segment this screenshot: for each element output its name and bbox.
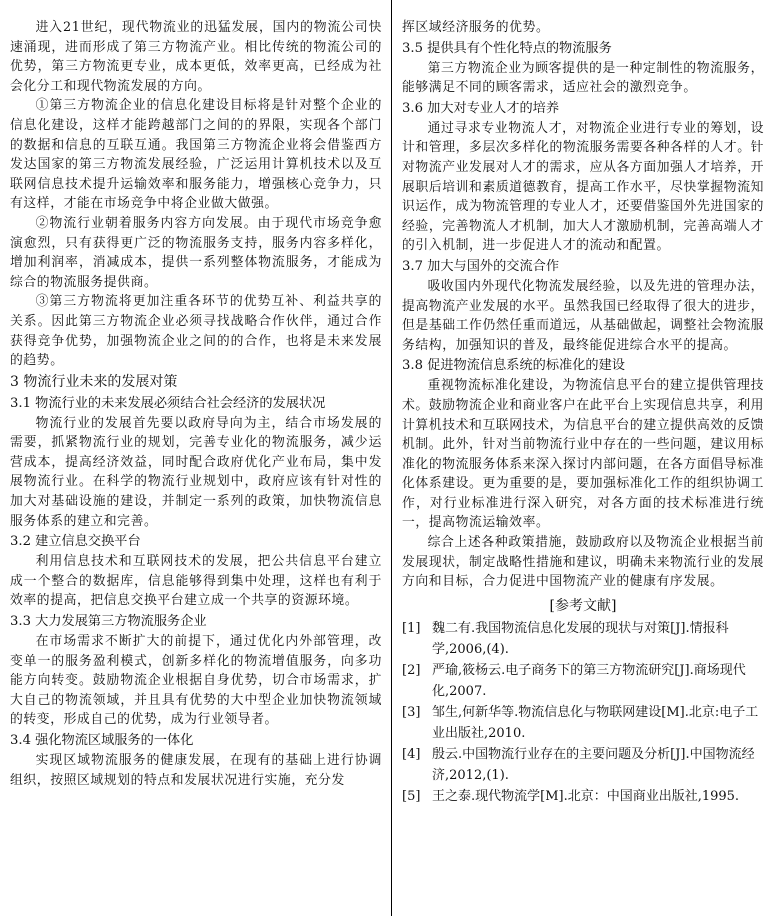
subsection-heading: 3.7 加大与国外的交流合作 [402,258,560,274]
reference-item [402,618,764,660]
body-paragraph: 综合上述各种政策措施，鼓励政府以及物流企业根据当前发展现状，制定战略性措施和建议，明确未来物流行业的发展方向和目标，合力促进中国物流产业的健康有序发展。 [402,535,764,590]
references-list [402,618,764,807]
body-paragraph: ②物流行业朝着服务内容方向发展。由于现代市场竞争愈演愈烈，只有获得更广泛的物流服务支持，服务内容多样化，增加利润率，消减成本，提供一系列整体物流服务，才能成为综合的物流服务提供商。 [10,215,382,290]
body-paragraph: 第三方物流企业为顾客提供的是一种定制性的物流服务，能够满足不同的顾客需求，适应社会的激烈竞争。 [402,60,764,96]
right-column [402,18,764,807]
subsection-heading: 3.8 促进物流信息系统的标准化的建设 [402,358,625,374]
column-divider [391,0,392,916]
reference-number: [3] [402,704,421,720]
reference-text: 邹生,何新华等.物流信息化与物联网建设[M].北京:电子工业出版社,2010. [432,704,759,741]
reference-number: [2] [402,662,421,678]
right-column-body [402,18,764,592]
body-paragraph: 实现区域物流服务的健康发展，在现有的基础上进行协调组织，按照区域规划的特点和发展状况进行实施，充分发 [10,753,382,788]
reference-item [402,660,764,702]
reference-text: 殷云.中国物流行业存在的主要问题及分析[J].中国物流经济,2012,(1). [432,746,755,783]
reference-number: [5] [402,788,421,804]
subsection-heading: 3.2 建立信息交换平台 [10,534,141,550]
reference-number: [1] [402,620,421,636]
reference-item [402,702,764,744]
reference-text: 王之泰.现代物流学[M].北京：中国商业出版社,1995. [432,788,740,804]
reference-item [402,786,764,807]
subsection-heading: 3.6 加大对专业人才的培养 [402,100,560,116]
subsection-heading: 3.4 强化物流区域服务的一体化 [10,733,194,748]
reference-text: 魏二有.我国物流信息化发展的现状与对策[J].情报科学,2006,(4). [432,620,729,657]
body-paragraph: 利用信息技术和互联网技术的发展，把公共信息平台建立成一个整合的数据库，信息能够得到集中处理，这样也有利于效率的提高，把信息交换平台建立成一个共享的资源环境。 [10,554,382,609]
subsection-heading: 3.5 提供具有个性化特点的物流服务 [402,40,612,56]
references-title: [参考文献] [549,597,617,614]
body-paragraph: 物流行业的发展首先要以政府导向为主，结合市场发展的需要，抓紧物流行业的规划，完善专业化的物流服务，减少运营成本，提高经济效益，同时配合政府优化产业布局，集中发展物流行业。在科学的物流行业规划中，政府应该有针对性的加大对基础设施的建设，并制定一系列的政策，加快物流信息服务体系的建立和完善。 [10,415,382,529]
body-paragraph: 挥区域经济服务的优势。 [402,20,550,35]
reference-number: [4] [402,746,421,762]
body-paragraph: 吸收国内外现代化物流发展经验，以及先进的管理办法，提高物流产业发展的水平。虽然我国已经取得了很大的进步，但是基础工作仍然任重而道远，从基础做起，调整社会物流服务结构，加强知识的普及，最终能促进综合水平的提高。 [402,278,764,353]
reference-item [402,744,764,786]
section-heading: 3 物流行业未来的发展对策 [10,373,178,390]
body-paragraph: 在市场需求不断扩大的前提下，通过优化内外部管理，改变单一的服务盈利模式，创新多样化的物流增值服务，向多功能方向转变。鼓励物流企业根据自身优势，切合市场需求，扩大自己的物流领域，并且具有优势的大中型企业加快物流领域的转变，形成自己的优势，成为行业领导者。 [10,634,382,728]
body-paragraph: 通过寻求专业物流人才，对物流企业进行专业的筹划，设计和管理，多层次多样化的物流服务需要各种各样的人才。针对物流产业发展对人才的需求，应从各方面加强人才培养，开展职后培训和素质道德教育，提高工作水平，尽快掌握物流知识运作，成为物流管理的专业人才，还要借鉴国外先进国家的经验，完善物流人才机制，加大人才激励机制，完善高端人才的引入机制，进一步促进人才的流动和配置。 [402,120,764,254]
body-paragraph: ③第三方物流将更加注重各环节的优势互补、利益共享的关系。因此第三方物流企业必须寻找战略合作伙伴，通过合作获得竞争优势，加强物流企业之间的的合作，也将是未来发展的趋势。 [10,294,382,369]
reference-text: 严瑜,筱杨云.电子商务下的第三方物流研究[J].商场现代化,2007. [432,662,746,699]
body-paragraph: 进入21世纪，现代物流业的迅猛发展，国内的物流公司快速涌现，进而形成了第三方物流产业。相比传统的物流公司的优势，第三方物流更专业，成本更低，效率更高，已经成为社会化分工和现代物流发展的方向。 [10,20,382,94]
left-column [10,18,382,790]
subsection-heading: 3.1 物流行业的未来发展必须结合社会经济的发展状况 [10,395,326,411]
body-paragraph: 重视物流标准化建设，为物流信息平台的建立提供管理技术。鼓励物流企业和商业客户在此平台上实现信息共享，利用计算机技术和互联网技术，为信息平台的建立提供高效的反馈机制。此外，针对当前物流行业中存在的一些问题，建议用标准化的物流服务体系来深入探讨内部问题，在各方面倡导标准化体系建设。更为重要的是，要加强标准化工作的组织协调工作，对行业标准进行深入研究，对各方面的技术标准进行统一，提高物流运输效率。 [402,378,764,531]
subsection-heading: 3.3 大力发展第三方物流服务企业 [10,614,207,630]
body-paragraph: ①第三方物流企业的信息化建设目标将是针对整个企业的信息化建设，这样才能跨越部门之间的的界限，实现各个部门的数据和信息的互联互通。我国第三方物流企业将会借鉴西方发达国家的第三方物流发展经验，广泛运用计算机技术以及互联网信息技术提升运输效率和服务能力，增强核心竞争力，只有这样，才能在市场竞争中将企业做大做强。 [10,98,382,212]
